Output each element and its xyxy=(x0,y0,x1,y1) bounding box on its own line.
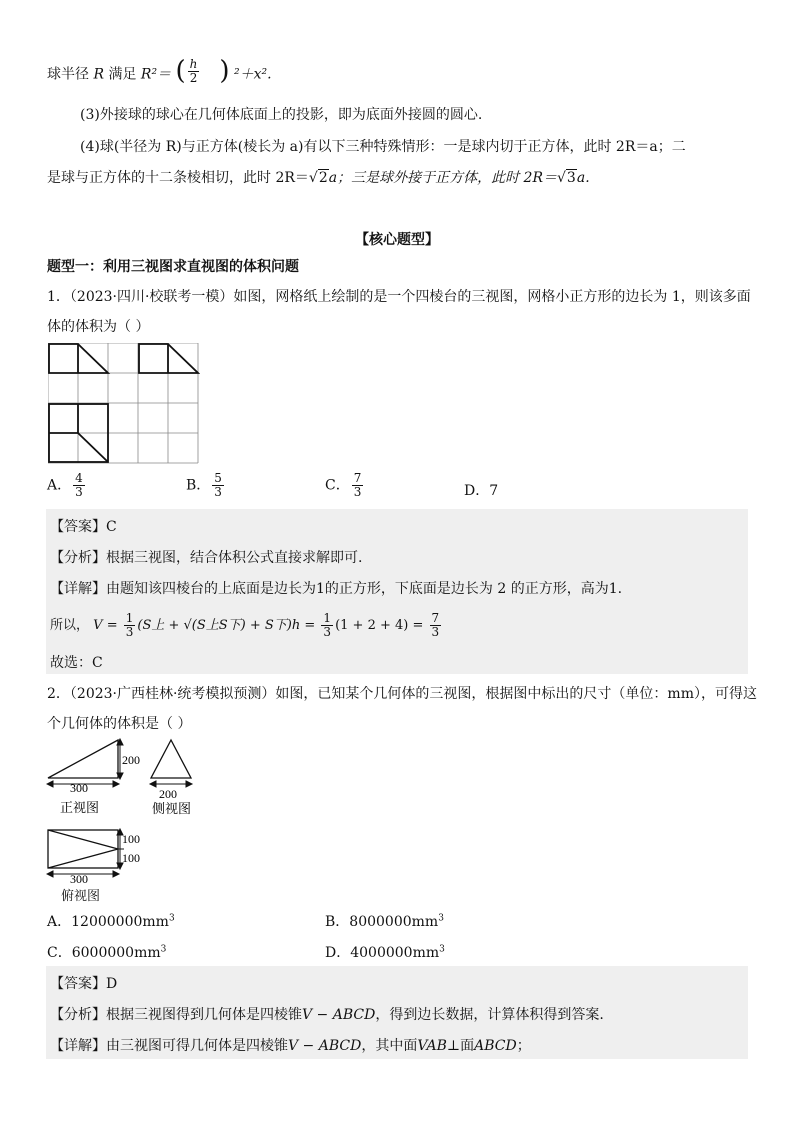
q2-option-c[interactable]: C．$6000000mm^3$ xyxy=(47,944,167,961)
q1-option-b[interactable]: B． $\frac{5}{3}$ xyxy=(186,471,222,499)
q2-dim-top-a: 100 xyxy=(122,832,140,846)
q2-dim-top-width: 300 xyxy=(70,872,88,886)
q1-option-c[interactable]: C． $\frac{7}{3}$ xyxy=(325,471,362,499)
item-4-line-b: 是球与正方体的十二条棱相切，此时 2R＝√2a；三是球外接于正方体，此时 2R＝√3a. xyxy=(47,170,590,186)
q1-option-a[interactable]: A． $\frac{4}{3}$ xyxy=(47,471,83,499)
q2-top-label: 俯视图 xyxy=(61,889,101,904)
q1-three-view-grid xyxy=(48,343,200,465)
q1-stem-line1: 1．（2023·四川·校联考一模）如图，网格纸上绘制的是一个四棱台的三视图，网格小正方形的边长为 1，则该多面 xyxy=(47,289,751,305)
q2-stem-line2: 个几何体的体积是（ ） xyxy=(47,716,192,732)
q2-top-view xyxy=(48,830,118,868)
q2-option-a[interactable]: A．$12000000mm^3$ xyxy=(47,913,175,930)
q1-choice: 故选：C xyxy=(50,655,103,671)
q2-option-d[interactable]: D．$4000000mm^3$ xyxy=(325,944,445,961)
sphere-radius-line: 球半径 R 满足 R²＝ ( $\frac{h}{2}$ ) ²＋x². xyxy=(47,56,272,86)
q2-dim-front-width: 300 xyxy=(70,781,88,795)
section-title: 【核心题型】 xyxy=(355,232,439,248)
q1-answer: 【答案】C xyxy=(50,519,117,535)
q1-detail: 【详解】由题知该四棱台的上底面是边长为1的正方形，下底面是边长为 2 的正方形，高为1. xyxy=(50,581,623,597)
item-4-line-a: (4)球(半径为 R)与正方体(棱长为 a)有以下三种特殊情形：一是球内切于正方体，此时 2R＝a；二 xyxy=(80,139,686,155)
q1-stem-line2: 体的体积为（ ） xyxy=(47,319,150,335)
q2-dim-side-width: 200 xyxy=(159,787,177,801)
q2-option-b[interactable]: B．$8000000mm^3$ xyxy=(325,913,444,930)
q2-dim-top-b: 100 xyxy=(122,851,140,865)
q2-dim-front-height: 200 xyxy=(122,753,140,767)
q2-stem-line1: 2．（2023·广西桂林·统考模拟预测）如图，已知某个几何体的三视图，根据图中标出的尺寸（单位：mm），可得这 xyxy=(47,686,757,702)
q2-detail: 【详解】由三视图可得几何体是四棱锥V − ABCD，其中面VAB⊥面ABCD； xyxy=(50,1038,531,1054)
q1-option-d[interactable]: D．7 xyxy=(464,483,499,499)
q2-front-label: 正视图 xyxy=(60,800,100,815)
question-type-heading: 题型一：利用三视图求直视图的体积问题 xyxy=(47,259,299,275)
q2-three-views xyxy=(46,736,206,886)
q2-side-view xyxy=(151,740,191,778)
q1-formula: 所以， V = $\frac{1}{3}$ (S上 + √(S上S下) + S下)h = $\frac{1}{3}$ (1 + 2 + 4) = $\frac{7}{3}$ xyxy=(50,611,440,639)
q1-analysis: 【分析】根据三视图，结合体积公式直接求解即可. xyxy=(50,550,363,566)
q2-answer: 【答案】D xyxy=(50,976,118,992)
q2-side-label: 侧视图 xyxy=(152,801,192,816)
item-3: (3)外接球的球心在几何体底面上的投影，即为底面外接圆的圆心. xyxy=(80,107,483,123)
q2-analysis: 【分析】根据三视图得到几何体是四棱锥V − ABCD，得到边长数据，计算体积得到答案. xyxy=(50,1007,604,1023)
q2-front-view xyxy=(48,740,118,778)
